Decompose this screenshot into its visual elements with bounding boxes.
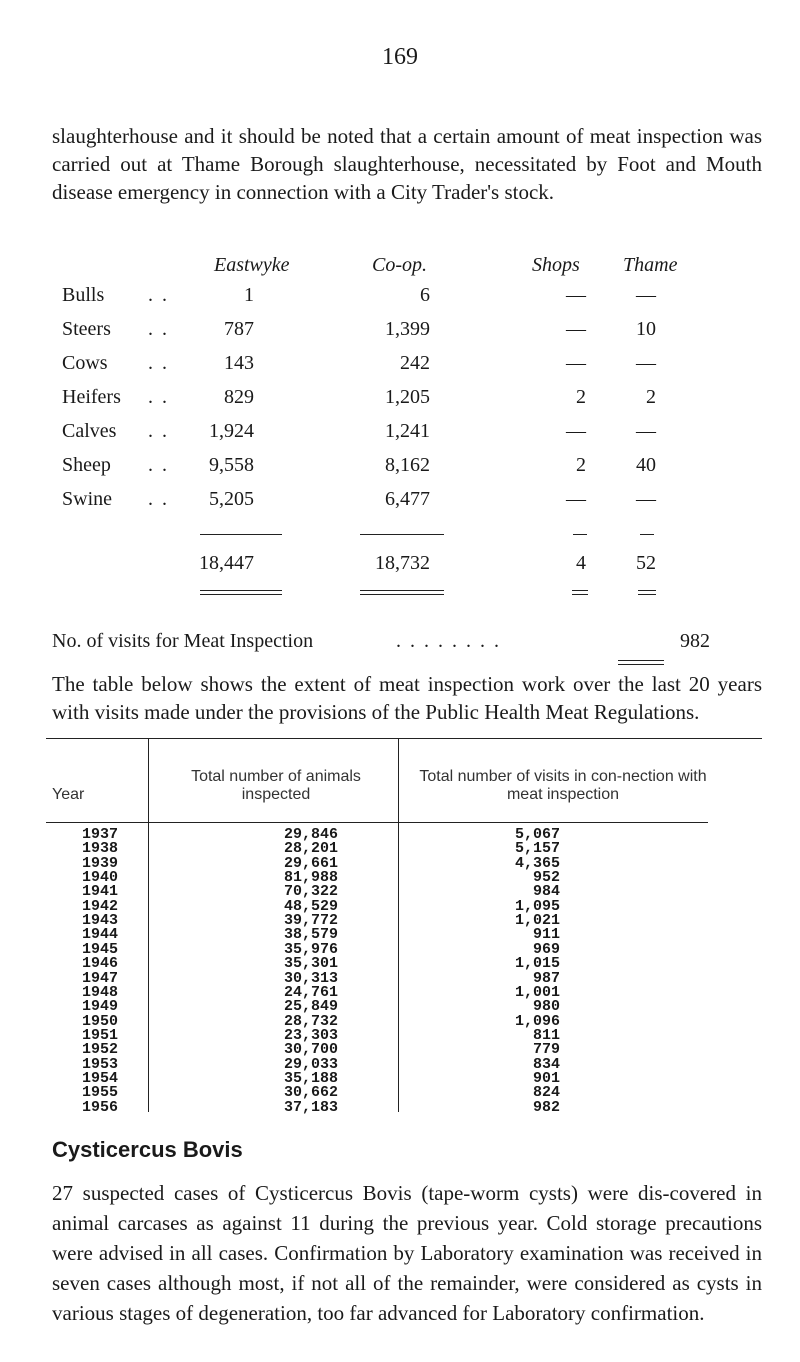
cell-animals: 39,772 [283, 912, 338, 930]
cell-animals: 35,188 [283, 1069, 338, 1087]
cell-visits: 811 [532, 1026, 560, 1044]
cell-coop: 1,205 [385, 386, 430, 408]
cell-thame: — [636, 284, 656, 306]
cell-eastwyke: 5,205 [209, 488, 254, 510]
column-header-eastwyke: Eastwyke [214, 254, 290, 276]
cell-animals: 37,183 [283, 1098, 338, 1116]
row-label: Swine [62, 488, 112, 510]
livestock-row [0, 488, 800, 518]
total-thame: 52 [636, 552, 656, 574]
cell-year: 1954 [82, 1069, 119, 1087]
cell-coop: 1,399 [385, 318, 430, 340]
cell-eastwyke: 9,558 [209, 454, 254, 476]
cell-visits: 5,067 [514, 826, 560, 843]
cell-eastwyke: 829 [224, 386, 254, 408]
cell-year: 1944 [82, 926, 119, 944]
row-label: Sheep [62, 454, 111, 476]
visits-summary-row [52, 630, 762, 658]
total-double-rule [572, 590, 588, 595]
column-header-thame: Thame [623, 254, 678, 276]
livestock-row [0, 420, 800, 450]
cell-animals: 30,700 [283, 1041, 338, 1059]
totals-row [0, 552, 800, 582]
cell-visits: 987 [532, 969, 560, 987]
cell-year: 1946 [82, 955, 119, 973]
page-number: 169 [382, 44, 418, 70]
total-double-rule [200, 590, 282, 595]
section-title: Cysticercus Bovis [52, 1137, 243, 1162]
cell-animals: 25,849 [283, 998, 338, 1016]
cell-coop: 6,477 [385, 488, 430, 510]
cell-visits: 982 [532, 1098, 560, 1116]
cell-year: 1941 [82, 883, 119, 901]
cell-visits: 969 [532, 940, 560, 958]
cell-animals: 30,662 [283, 1084, 338, 1102]
cell-animals: 24,761 [283, 983, 338, 1001]
cell-shops: 2 [576, 454, 586, 476]
cell-animals: 28,201 [283, 840, 338, 858]
cell-year: 1956 [82, 1098, 119, 1116]
cell-visits: 5,157 [514, 840, 560, 858]
header-animals: Total number of animals inspected [191, 768, 361, 803]
cell-thame: — [636, 352, 656, 374]
intro-paragraph: slaughterhouse and it should be noted that a certain amount of meat inspection was carried out at Thame Borough slaughterhouse, necessitated by Foot and Mouth disease emergency in connection with a City Trader's stock. [52, 124, 762, 204]
cell-shops: — [566, 318, 586, 340]
cell-visits: 824 [532, 1084, 560, 1102]
cell-year: 1938 [82, 840, 119, 858]
cell-coop: 6 [420, 284, 430, 306]
visits-label: No. of visits for Meat Inspection [52, 630, 314, 652]
cell-thame: 40 [636, 454, 656, 476]
cell-shops: — [566, 488, 586, 510]
cell-animals: 81,988 [283, 869, 338, 887]
cell-animals: 23,303 [283, 1026, 338, 1044]
cell-animals: 29,033 [283, 1055, 338, 1073]
cell-visits: 1,001 [514, 983, 560, 1001]
total-double-rule [638, 590, 656, 595]
cell-year: 1953 [82, 1055, 119, 1073]
livestock-row [0, 284, 800, 314]
section-paragraph: 27 suspected cases of Cysticercus Bovis (tape-worm cysts) were dis-covered in animal carcases as against 11 during the previous year. Cold storage precautions were advised in all cases. Confirmation by Laboratory examination was received in seven cases although most, if not all of the remainder, were considered as cysts in various stages of degeneration, too far advanced for Laboratory confirmation. [52, 1181, 762, 1325]
cell-animals: 48,529 [283, 897, 338, 915]
cell-thame: — [636, 488, 656, 510]
total-coop: 18,732 [375, 552, 430, 574]
livestock-row [0, 352, 800, 382]
cell-coop: 242 [400, 352, 430, 374]
cell-visits: 1,021 [514, 912, 560, 930]
cell-thame: 2 [646, 386, 656, 408]
leader-dots: . . [148, 318, 169, 340]
subtotal-rule [200, 534, 282, 535]
cell-year: 1951 [82, 1026, 119, 1044]
leader-dots: . . [148, 284, 169, 306]
cell-year: 1952 [82, 1041, 119, 1059]
livestock-row [0, 454, 800, 484]
cell-year: 1949 [82, 998, 119, 1016]
table-intro-paragraph: The table below shows the extent of meat inspection work over the last 20 years with visits made under the provisions of the Public Health Meat Regulations. [52, 672, 762, 724]
row-label: Steers [62, 318, 111, 340]
leader-dots: . . [148, 420, 169, 442]
cell-eastwyke: 143 [224, 352, 254, 374]
cell-visits: 1,095 [514, 897, 560, 915]
cell-thame: 10 [636, 318, 656, 340]
cell-animals: 70,322 [283, 883, 338, 901]
header-visits: Total number of visits in con-nection with meat inspection [419, 768, 707, 803]
visits-double-rule [618, 660, 664, 665]
table-top-rule [46, 738, 762, 739]
cell-year: 1950 [82, 1012, 119, 1030]
leader-dots: . . [148, 386, 169, 408]
cell-animals: 30,313 [283, 969, 338, 987]
header-rule [46, 822, 148, 823]
cell-year: 1948 [82, 983, 119, 1001]
table-row [0, 1099, 800, 1120]
cell-visits: 952 [532, 869, 560, 887]
cell-thame: — [636, 420, 656, 442]
cell-visits: 1,015 [514, 955, 560, 973]
header-rule [398, 822, 708, 823]
cell-coop: 8,162 [385, 454, 430, 476]
cell-year: 1940 [82, 869, 119, 887]
total-shops: 4 [576, 552, 586, 574]
total-eastwyke: 18,447 [199, 552, 254, 574]
cell-visits: 984 [532, 883, 560, 901]
cell-visits: 834 [532, 1055, 560, 1073]
cell-year: 1947 [82, 969, 119, 987]
cell-visits: 1,096 [514, 1012, 560, 1030]
subtotal-rule [360, 534, 444, 535]
cell-shops: — [566, 420, 586, 442]
header-rule [148, 822, 398, 823]
row-label: Calves [62, 420, 117, 442]
subtotal-rule [573, 534, 587, 535]
cell-shops: — [566, 352, 586, 374]
cell-year: 1955 [82, 1084, 119, 1102]
cell-visits: 911 [532, 926, 560, 944]
cell-year: 1937 [82, 826, 119, 843]
cell-eastwyke: 787 [224, 318, 254, 340]
cell-animals: 35,301 [283, 955, 338, 973]
cell-visits: 779 [532, 1041, 560, 1059]
subtotal-rule [640, 534, 654, 535]
total-double-rule [360, 590, 444, 595]
cell-visits: 4,365 [514, 854, 560, 872]
cell-year: 1945 [82, 940, 119, 958]
cell-animals: 38,579 [283, 926, 338, 944]
livestock-row [0, 318, 800, 348]
cell-animals: 35,976 [283, 940, 338, 958]
cell-animals: 29,846 [283, 826, 338, 843]
cell-animals: 28,732 [283, 1012, 338, 1030]
header-year: Year [52, 786, 85, 803]
cell-eastwyke: 1 [244, 284, 254, 306]
leader-dots: . . [148, 352, 169, 374]
cell-shops: 2 [576, 386, 586, 408]
cell-animals: 29,661 [283, 854, 338, 872]
row-label: Heifers [62, 386, 121, 408]
leader-dots: . . [148, 454, 169, 476]
cell-visits: 980 [532, 998, 560, 1016]
cell-coop: 1,241 [385, 420, 430, 442]
column-header-shops: Shops [532, 254, 580, 276]
cell-shops: — [566, 284, 586, 306]
leader-dots: . . [148, 488, 169, 510]
cell-eastwyke: 1,924 [209, 420, 254, 442]
cell-year: 1943 [82, 912, 119, 930]
cell-visits: 901 [532, 1069, 560, 1087]
cell-year: 1939 [82, 854, 119, 872]
row-label: Bulls [62, 284, 105, 306]
row-label: Cows [62, 352, 108, 374]
visits-value: 982 [680, 630, 710, 652]
column-header-coop: Co-op. [372, 254, 427, 276]
leader-dots: . . . . . . . . [396, 630, 501, 652]
livestock-row [0, 386, 800, 416]
cell-year: 1942 [82, 897, 119, 915]
